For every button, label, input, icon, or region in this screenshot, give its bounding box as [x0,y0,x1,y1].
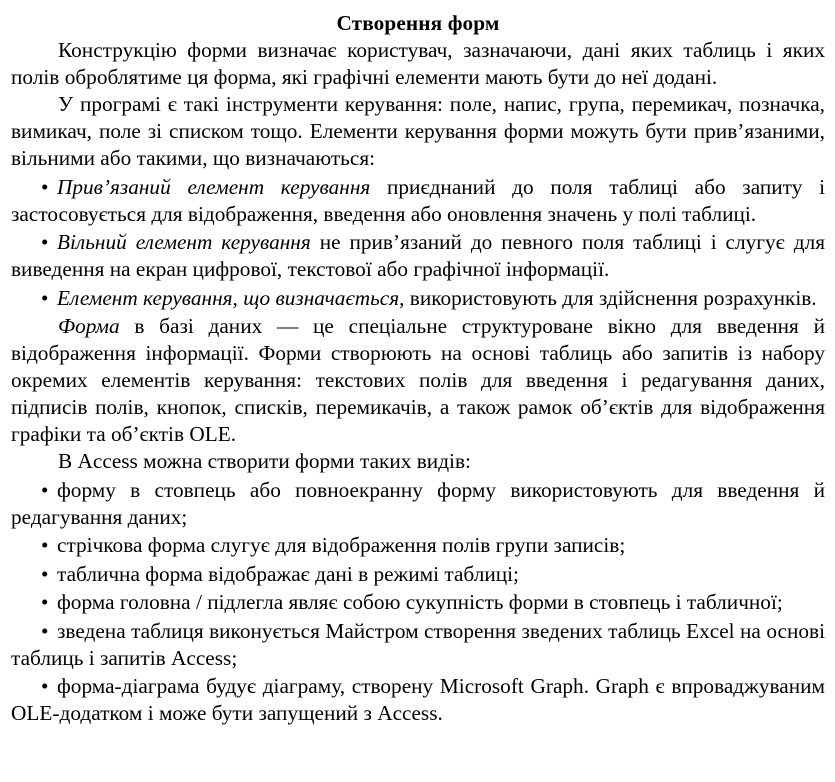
bullet-icon: • [41,618,49,643]
bullet-icon: • [41,533,49,557]
list-item-text: стрічкова форма слугує для відображення полів групи записів; [57,533,626,557]
list-item-bound-control [11,174,825,228]
term-bound-control: Прив’язаний елемент керування [57,174,371,199]
paragraph-form-definition [11,313,825,448]
list-item-main-subform [11,589,825,616]
list-item-text: зведена таблиця виконується Майстром створення зведених таблиць Excel на основі таблиць і запитів Access; [11,618,825,670]
list-item-columnar-form [11,477,825,531]
bullet-icon: • [41,561,49,586]
bullet-icon: • [41,674,49,698]
list-item-unbound-control [11,229,825,283]
list-item-calculated-control [11,285,825,312]
list-item-text: форма головна / підлегла являє собою сукупність форми в стовпець і табличної; [57,590,783,614]
definition-text: використовують для здійснення розрахунків. [404,285,817,310]
list-item-pivot-table [11,618,825,672]
paragraph-form-kinds-intro: В Access можна створити форми таких видів: [58,449,471,473]
bullet-icon: • [41,174,49,199]
bullet-icon: • [41,477,49,502]
list-item-chart-form [11,673,825,727]
list-item-text: таблична форма відображає дані в режимі таблиці; [57,561,519,586]
document-title: Створення форм [336,11,500,35]
term-form: Форма [58,314,120,338]
bullet-icon: • [41,285,49,310]
paragraph-form-construction: Конструкцію форми визначає користувач, зазначаючи, дані яких таблиць і яких полів оброблятиме ця форма, які графічні елементи мають бути до неї додані. [11,38,825,89]
definition-text: не прив’язаний до певного поля таблиці і слугує для виведення на екран цифрової, текстової або графічної інформації. [11,230,826,281]
list-item-datasheet-form [11,561,825,588]
definition-text: приєднаний до поля таблиці або запиту і застосовується для відображення, введення або оновлення значень у полі таблиці. [11,174,825,226]
paragraph-control-tools: У програмі є такі інструменти керування: поле, напис, група, перемикач, позначка, вимикач, поле зі списком тощо. Елементи керування форми можуть бути прив’язаними, вільними або такими, що визначаються: [11,92,825,170]
list-item-tabular-form [11,532,825,559]
bullet-icon: • [41,590,49,614]
list-item-text: форму в стовпець або повноекранну форму використовують для введення й редагування даних; [11,477,825,529]
list-item-text: форма-діаграма будує діаграму, створену Microsoft Graph. Graph є впроваджуваним OLE-додатком і може бути запущений з Access. [11,674,825,725]
term-calculated-control: Елемент керування, що визначається, [57,285,405,310]
term-unbound-control: Вільний елемент керування [57,230,311,254]
bullet-icon: • [41,230,49,254]
definition-text: в базі даних — це спеціальне структуроване вікно для введення й відображення інформації. Форми створюють на основі таблиць або запитів із набору окремих елементів керування: текстових полів для введення і редагування даних, підписів полів, кнопок, списків, перемикачів, а також рамок об’єктів для відображення графіки та об’єктів OLE. [11,314,825,446]
